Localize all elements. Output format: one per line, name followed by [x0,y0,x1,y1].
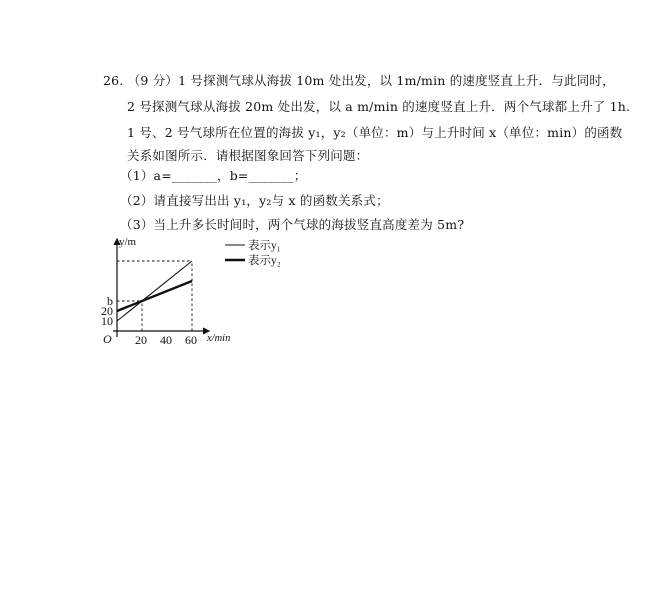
subquestion-2: （2）请直接写出出 y₁，y₂与 x 的函数关系式； [120,193,389,208]
function-graph [95,233,315,353]
y-tick-label-10: 10 [101,314,113,328]
x-tick-label-20: 20 [135,333,147,347]
series-line-y1 [117,261,192,321]
y-tick-label-b: b [107,294,113,308]
question-text-1: 1 号探测气球从海拔 10m 处出发，以 1m/min 的速度竖直上升．与此同时， [178,73,615,88]
y-axis-label: y/m [119,236,137,248]
question-number: 26. [103,73,124,88]
legend-label-y2: 表示y₂ [248,255,281,267]
x-tick-label-60: 60 [185,333,197,347]
subquestion-1: （1）a=_______，b=_______； [120,168,307,183]
subquestion-3: （3）当上升多长时间时，两个气球的海拔竖直高度差为 5m? [120,217,465,232]
question-line-4: 关系如图所示．请根据图象回答下列问题： [127,148,369,163]
origin-label: O [103,332,112,346]
x-tick-label-40: 40 [160,333,172,347]
question-line-1 [103,73,615,89]
question-score: （9 分） [127,73,179,88]
x-axis-label: x/min [207,333,231,344]
legend-label-y1: 表示y₁ [248,240,281,252]
question-line-2: 2 号探测气球从海拔 20m 处出发，以 a m/min 的速度竖直上升．两个气球都上升了 1h. [127,99,631,114]
chart-legend [225,238,281,267]
y-tick-label-20: 20 [101,304,113,318]
series-line-y2 [117,281,192,311]
question-line-3: 1 号、2 号气球所在位置的海拔 y₁，y₂（单位：m）与上升时间 x（单位：min）的函数 [127,125,623,140]
